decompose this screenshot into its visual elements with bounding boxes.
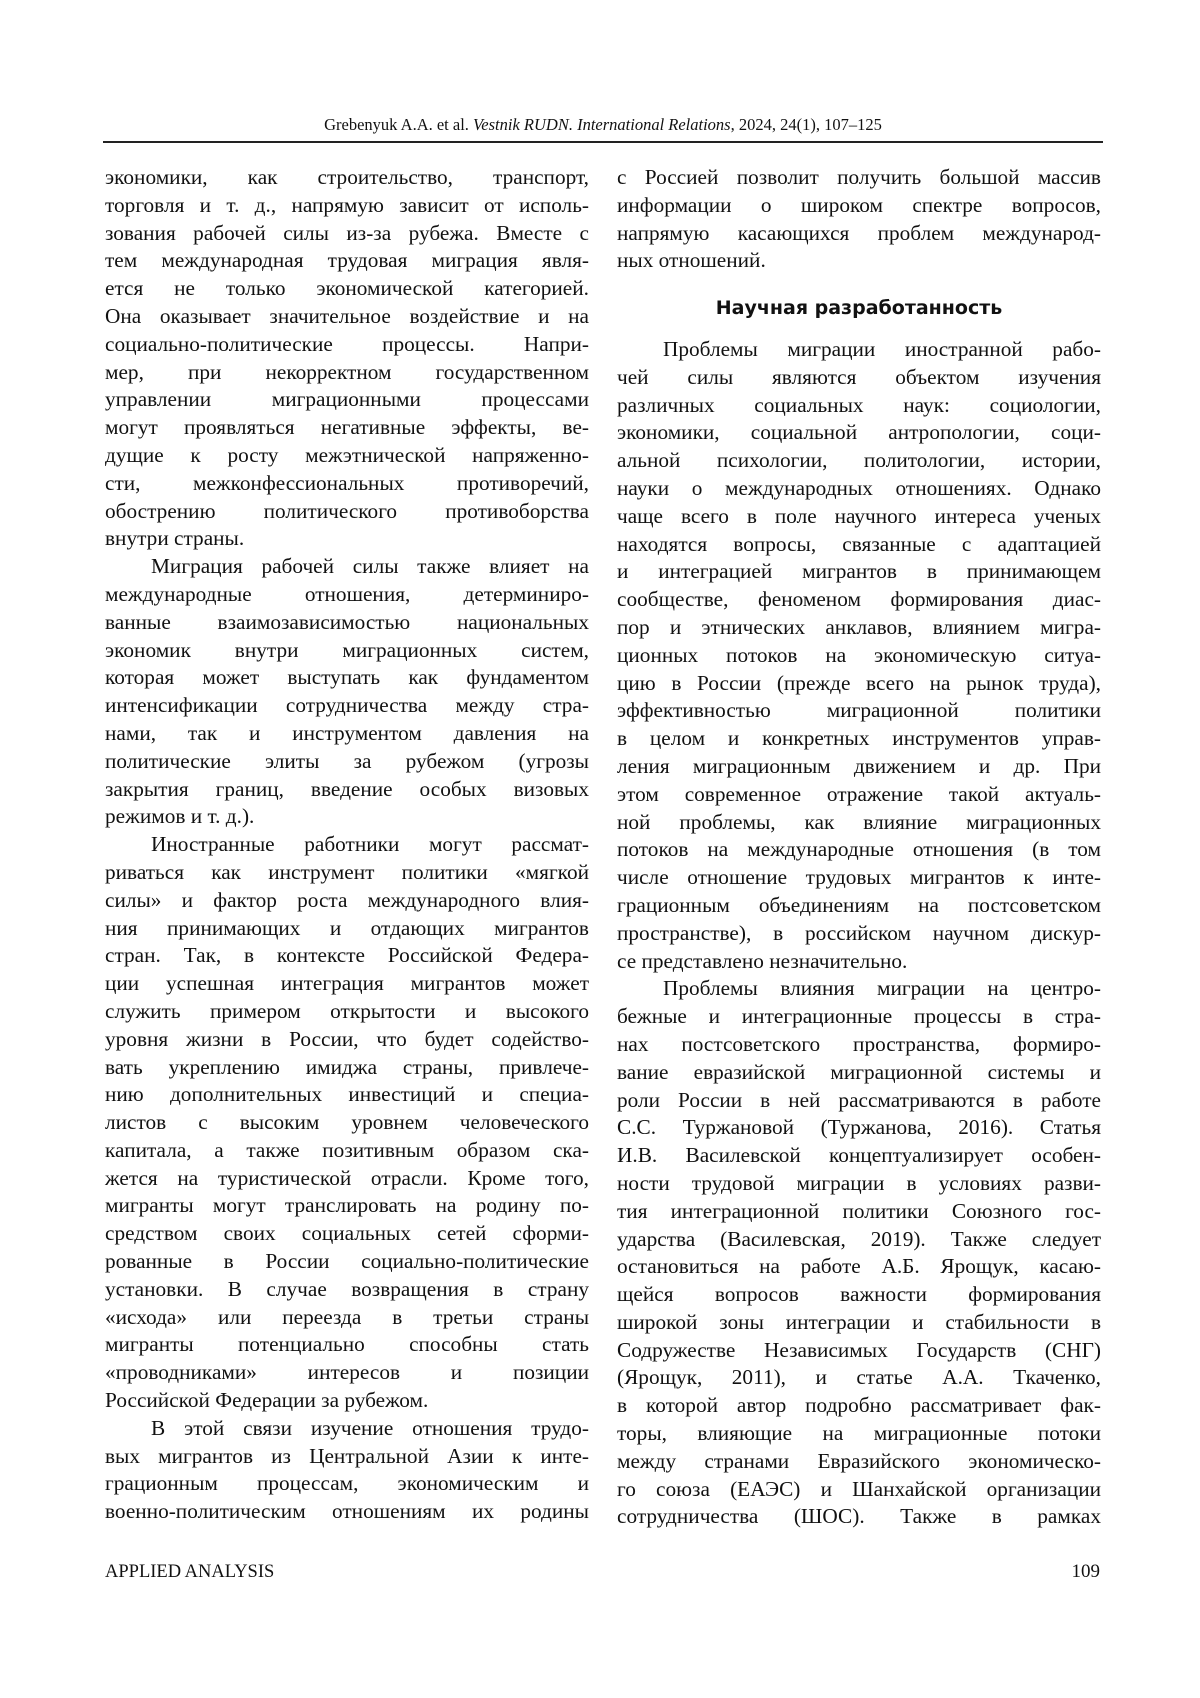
text-line: жется на туристической отрасли. Кроме того, <box>105 1165 589 1193</box>
text-line: Она оказывает значительное воздействие и на <box>105 303 589 331</box>
text-line: ния принимающих и отдающих мигрантов <box>105 915 589 943</box>
text-line: с Россией позволит получить большой массив <box>617 164 1101 192</box>
text-line: листов с высоким уровнем человеческого <box>105 1109 589 1137</box>
text-line: ления миграционным движением и др. При <box>617 753 1101 781</box>
text-line: политические элиты за рубежом (угрозы <box>105 748 589 776</box>
left-column <box>105 164 589 1526</box>
text-line: цию в России (прежде всего на рынок труда), <box>617 670 1101 698</box>
text-line: силы» и фактор роста международного влия- <box>105 887 589 915</box>
text-line: риваться как инструмент политики «мягкой <box>105 859 589 887</box>
text-line: мер, при некорректном государственном <box>105 359 589 387</box>
paragraph <box>617 336 1101 975</box>
text-line: служить примером открытости и высокого <box>105 998 589 1026</box>
text-line: И.В. Василевской концептуализирует особен- <box>617 1142 1101 1170</box>
text-line: социально-политические процессы. Напри- <box>105 331 589 359</box>
section-heading: Научная разработанность <box>617 294 1101 322</box>
text-line: С.С. Туржановой (Туржанова, 2016). Статья <box>617 1114 1101 1142</box>
text-line: нами, так и инструментом давления на <box>105 720 589 748</box>
text-line: Иностранные работники могут рассмат- <box>105 831 589 859</box>
text-line: интенсификации сотрудничества между стра- <box>105 692 589 720</box>
paragraph <box>105 1415 589 1526</box>
text-line: внутри страны. <box>105 525 589 553</box>
text-line: числе отношение трудовых мигрантов к инте- <box>617 864 1101 892</box>
footer-section: APPLIED ANALYSIS <box>105 1560 274 1584</box>
text-line: ударства (Василевская, 2019). Также следует <box>617 1226 1101 1254</box>
text-line: находятся вопросы, связанные с адаптацией <box>617 531 1101 559</box>
text-line: го союза (ЕАЭС) и Шанхайской организации <box>617 1476 1101 1504</box>
text-line: остановиться на работе А.Б. Ярощук, касаю- <box>617 1253 1101 1281</box>
text-line: могут проявляться негативные эффекты, ве- <box>105 414 589 442</box>
text-line: вать укреплению имиджа страны, привлече- <box>105 1054 589 1082</box>
text-line: средством своих социальных сетей сформи- <box>105 1220 589 1248</box>
text-line: эффективностью миграционной политики <box>617 697 1101 725</box>
header-rule <box>103 141 1103 143</box>
text-line: информации о широком спектре вопросов, <box>617 192 1101 220</box>
text-line: международные отношения, детерминиро- <box>105 581 589 609</box>
text-line: капитала, а также позитивным образом ска- <box>105 1137 589 1165</box>
text-line: сти, межконфессиональных противоречий, <box>105 470 589 498</box>
text-line: которая может выступать как фундаментом <box>105 664 589 692</box>
text-line: этом современное отражение такой актуаль- <box>617 781 1101 809</box>
text-line: нию дополнительных инвестиций и специа- <box>105 1081 589 1109</box>
text-line: обострению политического противоборства <box>105 498 589 526</box>
paragraph <box>105 553 589 831</box>
running-header <box>103 112 1103 138</box>
text-line: Миграция рабочей силы также влияет на <box>105 553 589 581</box>
paragraph <box>105 164 589 553</box>
text-line: ванные взаимозависимостью национальных <box>105 609 589 637</box>
text-line: мигранты могут транслировать на родину по- <box>105 1192 589 1220</box>
text-line: ется не только экономической категорией. <box>105 275 589 303</box>
text-line: торговля и т. д., напрямую зависит от исполь- <box>105 192 589 220</box>
text-line: ной проблемы, как влияние миграционных <box>617 809 1101 837</box>
text-line: вых мигрантов из Центральной Азии к инте- <box>105 1443 589 1471</box>
text-line: торы, влияющие на миграционные потоки <box>617 1420 1101 1448</box>
text-line: «проводниками» интересов и позиции <box>105 1359 589 1387</box>
text-line: установки. В случае возвращения в страну <box>105 1276 589 1304</box>
text-line: науки о международных отношениях. Однако <box>617 475 1101 503</box>
right-column-body <box>617 336 1101 1531</box>
text-line: щейся вопросов важности формирования <box>617 1281 1101 1309</box>
text-line: альной психологии, политологии, истории, <box>617 447 1101 475</box>
text-line: потоков на международные отношения (в том <box>617 836 1101 864</box>
header-authors: Grebenyuk A.A. et al. <box>324 115 469 134</box>
paragraph <box>105 831 589 1415</box>
text-line: зования рабочей силы из-за рубежа. Вместе с <box>105 220 589 248</box>
header-citation: , 2024, 24(1), 107–125 <box>731 115 882 134</box>
text-line: управлении миграционными процессами <box>105 386 589 414</box>
text-line: мигранты потенциально способны стать <box>105 1331 589 1359</box>
text-line: грационным объединениям на постсоветском <box>617 892 1101 920</box>
page-number: 109 <box>1072 1560 1101 1584</box>
text-line: дущие к росту межэтнической напряженно- <box>105 442 589 470</box>
text-line: Российской Федерации за рубежом. <box>105 1387 589 1415</box>
text-line: в целом и конкретных инструментов управ- <box>617 725 1101 753</box>
text-line: (Ярощук, 2011), и статье А.А. Ткаченко, <box>617 1364 1101 1392</box>
text-line: пор и этнических анклавов, влиянием мигра- <box>617 614 1101 642</box>
text-line: ных отношений. <box>617 247 1101 275</box>
text-line: между странами Евразийского экономическо- <box>617 1448 1101 1476</box>
text-line: и интеграцией мигрантов в принимающем <box>617 558 1101 586</box>
text-line: экономик внутри миграционных систем, <box>105 637 589 665</box>
text-line: нах постсоветского пространства, формиро- <box>617 1031 1101 1059</box>
text-line: военно-политическим отношениям их родины <box>105 1498 589 1526</box>
text-line: вание евразийской миграционной системы и <box>617 1059 1101 1087</box>
paragraph <box>617 975 1101 1531</box>
text-line: сотрудничества (ШОС). Также в рамках <box>617 1503 1101 1531</box>
text-line: «исхода» или переезда в третьи страны <box>105 1304 589 1332</box>
text-line: рованные в России социально-политические <box>105 1248 589 1276</box>
header-journal: Vestnik RUDN. International Relations <box>473 115 731 134</box>
text-line: бежные и интеграционные процессы в стра- <box>617 1003 1101 1031</box>
text-line: роли России в ней рассматриваются в работе <box>617 1087 1101 1115</box>
text-line: пространстве), в российском научном дискур- <box>617 920 1101 948</box>
text-line: грационным процессам, экономическим и <box>105 1470 589 1498</box>
text-line: экономики, как строительство, транспорт, <box>105 164 589 192</box>
text-line: Проблемы влияния миграции на центро- <box>617 975 1101 1003</box>
text-line: широкой зоны интеграции и стабильности в <box>617 1309 1101 1337</box>
text-line: ционных потоков на экономическую ситуа- <box>617 642 1101 670</box>
text-line: чаще всего в поле научного интереса ученых <box>617 503 1101 531</box>
text-line: чей силы являются объектом изучения <box>617 364 1101 392</box>
text-line: различных социальных наук: социологии, <box>617 392 1101 420</box>
text-line: сообществе, феноменом формирования диас- <box>617 586 1101 614</box>
text-line: стран. Так, в контексте Российской Федера- <box>105 942 589 970</box>
text-line: в которой автор подробно рассматривает фак- <box>617 1392 1101 1420</box>
text-line: режимов и т. д.). <box>105 803 589 831</box>
text-line: тия интеграционной политики Союзного гос- <box>617 1198 1101 1226</box>
text-line: Проблемы миграции иностранной рабо- <box>617 336 1101 364</box>
text-line: уровня жизни в России, что будет содейство- <box>105 1026 589 1054</box>
text-line: экономики, социальной антропологии, соци- <box>617 419 1101 447</box>
text-line: ности трудовой миграции в условиях разви- <box>617 1170 1101 1198</box>
text-line: Содружестве Независимых Государств (СНГ) <box>617 1337 1101 1365</box>
text-line: ции успешная интеграция мигрантов может <box>105 970 589 998</box>
text-line: тем международная трудовая миграция явля- <box>105 247 589 275</box>
text-line: В этой связи изучение отношения трудо- <box>105 1415 589 1443</box>
text-line: се представлено незначительно. <box>617 948 1101 976</box>
right-column-intro <box>617 164 1101 275</box>
text-line: закрытия границ, введение особых визовых <box>105 776 589 804</box>
text-line: напрямую касающихся проблем международ- <box>617 220 1101 248</box>
